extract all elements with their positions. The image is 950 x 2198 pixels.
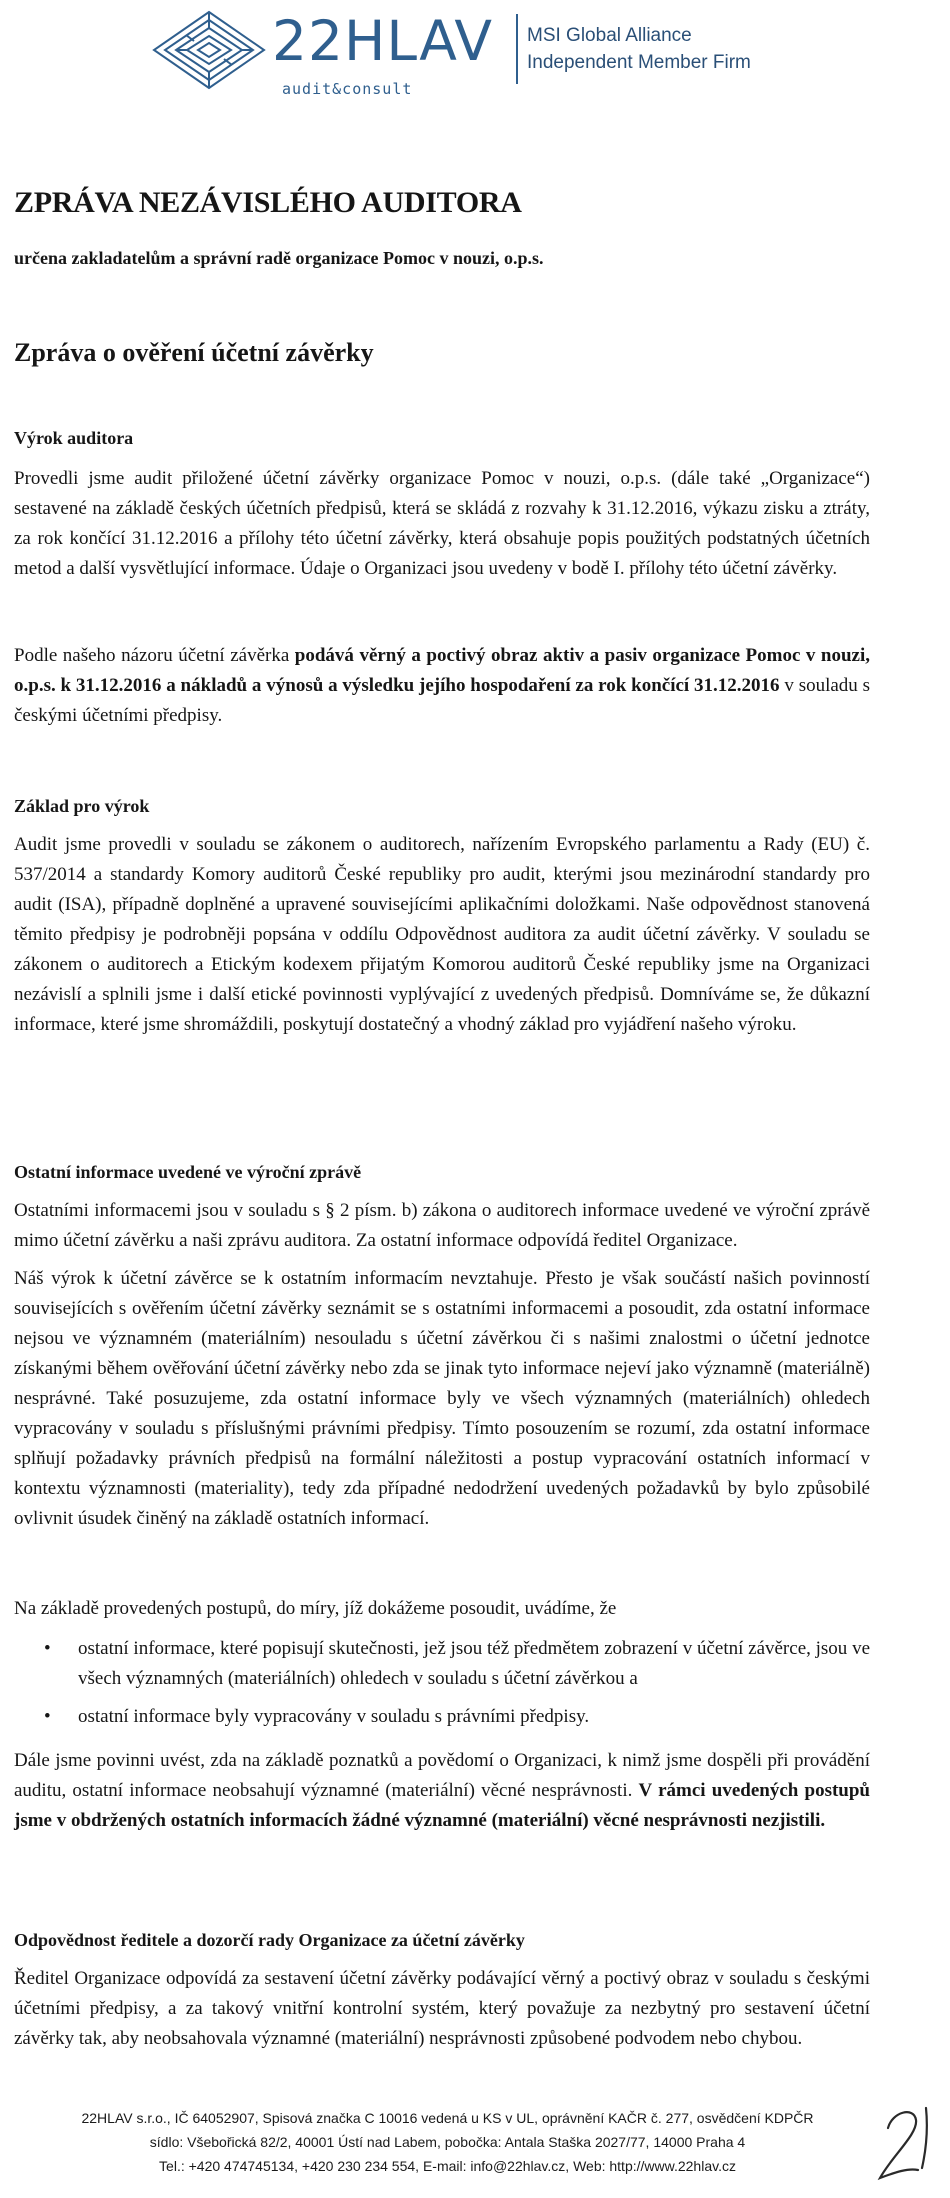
heading-zaklad: Základ pro výrok — [14, 796, 150, 816]
paragraph: Audit jsme provedli v souladu se zákonem o auditorech, nařízením Evropského parlamentu a Rady (EU) č. 537/2014 a standardy Komory auditorů České republiky pro audit, kterými jsou mezinárodní standardy pro audit (ISA), případně doplněné a upravené souvisejícími aplikačními doložkami. Naše odpovědnost stanovená těmito předpisy je podrobněji popsána v oddílu Odpovědnost auditora za audit účetní závěrky. V souladu se zákonem o auditorech a Etickým kodexem přijatým Komorou auditorů České republiky jsme na Organizaci nezávislí a splnili jsme i další etické povinnosti vyplývající z uvedených předpisů. Domníváme se, že důkazní informace, které jsme shromáždili, poskytují dostatečný a vhodný základ pro vyjádření našeho výroku. — [14, 834, 870, 1035]
list-item — [14, 1634, 870, 1694]
text-run: v souladu s českými účetními předpisy. — [14, 675, 871, 726]
paragraph: Ostatními informacemi jsou v souladu s § 2 písm. b) zákona o auditorech informace uvedené ve výroční zprávě mimo účetní závěrku a naši zprávu auditora. Za ostatní informace odpovídá ředitel Organizace. — [14, 1200, 870, 1251]
paragraph — [14, 641, 870, 731]
signature-initials-icon — [862, 2098, 942, 2194]
paragraph: Náš výrok k účetní závěrce se k ostatním informacím nevztahuje. Přesto je však součástí našich povinností souvisejících s ověřením účetní závěrky seznámit se s ostatními informacemi a posoudit, zda ostatní informace nejsou ve významném (materiálním) nesouladu s účetní závěrkou či s našimi znalostmi o účetní jednotce získanými během ověřování účetní závěrky nebo zda se jinak tyto informace nejeví jako významně (materiálně) nesprávné. Také posuzujeme, zda ostatní informace byly ve všech významných (materiálních) ohledech vypracovány v souladu s příslušnými právními předpisy. Tímto posouzením se rozumí, zda ostatní informace splňují požadavky právních předpisů na formální náležitosti a postup vypracování ostatních informací v kontextu významnosti (materiality), tedy zda případné nedodržení uvedených požadavků by bylo způsobilé ovlivnit úsudek činěný na základě ostatních informací. — [14, 1268, 870, 1529]
alliance-line: MSI Global Alliance — [527, 25, 692, 46]
heading-vyrok: Výrok auditora — [14, 428, 134, 448]
paragraph — [14, 1746, 870, 1836]
brand-tagline: audit&consult — [282, 80, 413, 98]
bullet-marker: • — [44, 1638, 51, 1659]
text-run: Dále jsme povinni uvést, zda na základě poznatků a povědomí o Organizaci, k nimž jsme dospěli při provádění auditu, ostatní informace neobsahují významné (materiální) věcné nesprávnosti. — [14, 1750, 870, 1801]
bullet-marker: • — [44, 1706, 51, 1727]
bullet-list — [14, 1634, 870, 1740]
report-subtitle: určena zakladatelům a správní radě organizace Pomoc v nouzi, o.p.s. — [14, 248, 544, 268]
footer-line: sídlo: Všebořická 82/2, 40001 Ústí nad Labem, pobočka: Antala Staška 2027/77, 14000 Praha 4 — [149, 2134, 746, 2150]
footer — [0, 2106, 895, 2178]
header-divider — [516, 14, 518, 84]
footer-line: 22HLAV s.r.o., IČ 64052907, Spisová značka C 10016 vedená u KS v UL, oprávnění KAČR č. 277, osvědčení KDPČR — [81, 2110, 814, 2126]
list-item-text: ostatní informace, které popisují skutečnosti, jež jsou též předmětem zobrazení v účetní závěrce, jsou ve všech významných (materiálních) ohledech v souladu s účetní závěrkou a — [78, 1638, 870, 1689]
alliance-line: Independent Member Firm — [527, 52, 751, 73]
heading-ostatni: Ostatní informace uvedené ve výroční zprávě — [14, 1162, 362, 1182]
list-item-text: ostatní informace byly vypracovány v souladu s právními předpisy. — [78, 1706, 590, 1727]
footer-line: Tel.: +420 474745134, +420 230 234 554, E-mail: info@22hlav.cz, Web: http://www.22hlav.cz — [159, 2158, 736, 2174]
heading-odpovednost: Odpovědnost ředitele a dozorčí rady Organizace za účetní závěrky — [14, 1930, 525, 1950]
list-item — [14, 1702, 870, 1732]
maze-logo-icon — [150, 8, 268, 92]
alliance-info — [527, 22, 751, 76]
emphasis-text: V rámci uvedených postupů jsme v obdržených ostatních informacích žádné významné (materiální) věcné nesprávnosti nezjistili. — [14, 1780, 871, 1831]
emphasis-text: podává věrný a poctivý obraz aktiv a pasiv organizace Pomoc v nouzi, o.p.s. k 31.12.2016 a nákladů a výnosů a výsledku jejího hospodaření za rok končící 31.12.2016 — [14, 645, 871, 696]
text-run: Podle našeho názoru účetní závěrka — [14, 645, 295, 666]
section-title: Zpráva o ověření účetní závěrky — [14, 338, 374, 367]
paragraph: Ředitel Organizace odpovídá za sestavení účetní závěrky podávající věrný a poctivý obraz v souladu s českými účetními předpisy, a za takový vnitřní kontrolní systém, který považuje za nezbytný pro sestavení účetní závěrky tak, aby neobsahovala významné (materiální) nesprávnosti způsobené podvodem nebo chybou. — [14, 1968, 870, 2049]
paragraph: Na základě provedených postupů, do míry, jíž dokážeme posoudit, uvádíme, že — [14, 1598, 617, 1619]
report-title: ZPRÁVA NEZÁVISLÉHO AUDITORA — [14, 186, 522, 219]
brand-name: 22HLAV — [272, 9, 493, 73]
paragraph: Provedli jsme audit přiložené účetní závěrky organizace Pomoc v nouzi, o.p.s. (dále také „Organizace“) sestavené na základě českých účetních předpisů, která se skládá z rozvahy k 31.12.2016, výkazu zisku a ztráty, za rok končící 31.12.2016 a přílohy této účetní závěrky, která obsahuje popis použitých podstatných účetních metod a další vysvětlující informace. Údaje o Organizaci jsou uvedeny v bodě I. přílohy této účetní závěrky. — [14, 468, 870, 579]
